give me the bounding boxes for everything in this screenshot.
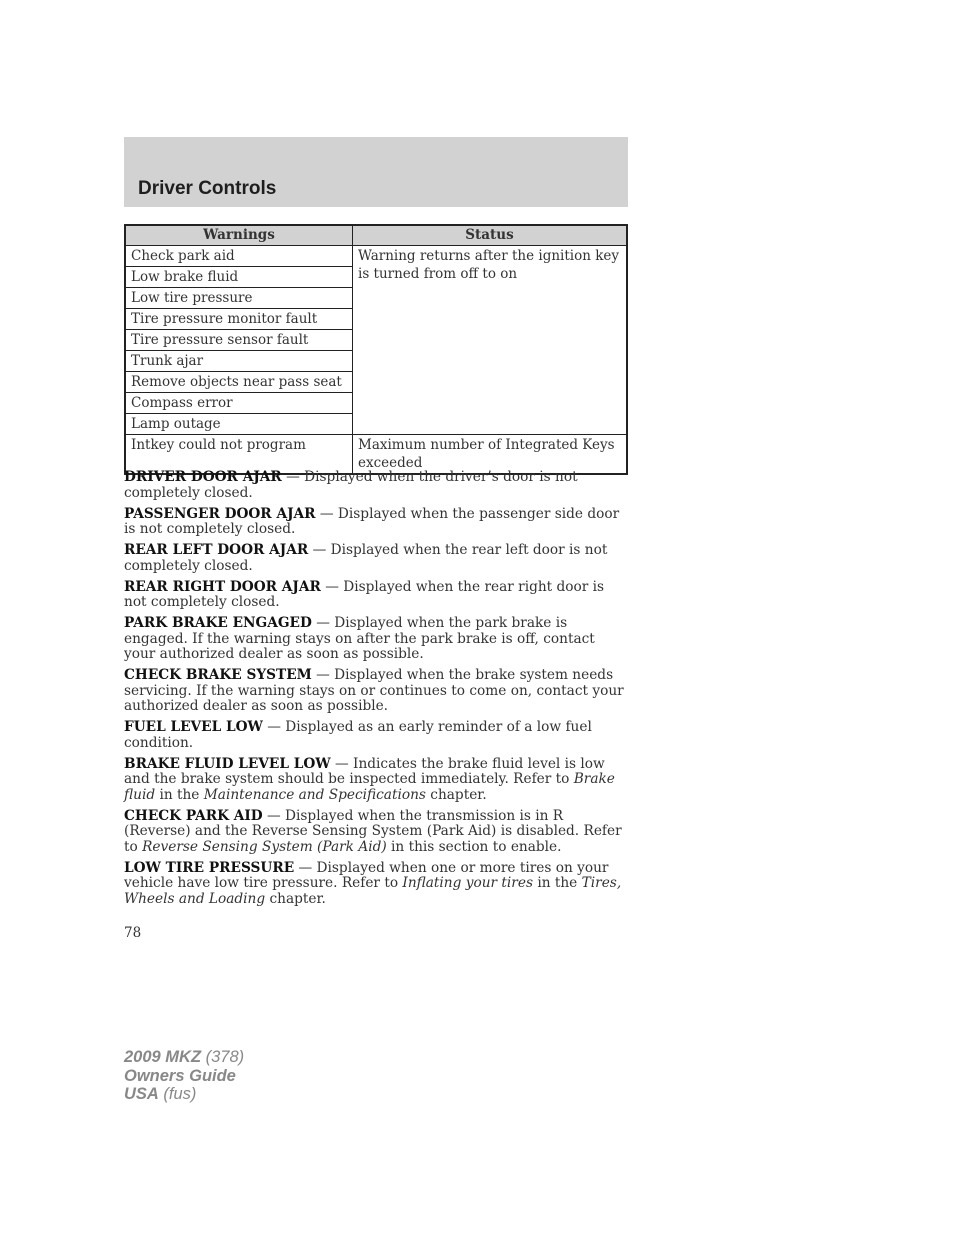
entry-term: CHECK PARK AID: [124, 807, 263, 824]
document-footer: [124, 1048, 244, 1104]
entry-reference: Inflating your tires: [402, 875, 533, 891]
entry-term: LOW TIRE PRESSURE: [124, 859, 295, 876]
entry-text: — Displayed when the brake system needs servicing. If the warning stays on or continues to come on, contact your authorized dealer as soon as possible.: [124, 667, 624, 714]
table-row: [125, 246, 627, 267]
entry-term: BRAKE FLUID LEVEL LOW: [124, 755, 331, 772]
warnings-table: [124, 224, 628, 475]
entry-text: — Displayed when one or more tires on your vehicle have low tire pressure. Refer to: [124, 859, 609, 891]
entry-text: — Displayed when the passenger side door is not completely closed.: [124, 505, 620, 537]
entry-text: in the: [155, 786, 204, 803]
col-warnings: Warnings: [125, 225, 353, 246]
entry-text: — Displayed when the driver’s door is not completely closed.: [124, 469, 578, 501]
entry-text: — Displayed when the rear left door is not completely closed.: [124, 542, 608, 574]
warning-cell: Low brake fluid: [125, 267, 353, 288]
warning-cell: Low tire pressure: [125, 288, 353, 309]
entry-text: — Displayed when the park brake is engaged. If the warning stays on after the park brake is off, contact your authorized dealer as soon as possible.: [124, 615, 595, 662]
entry-brake-fluid-level-low: [124, 757, 628, 804]
warning-cell: Compass error: [125, 393, 353, 414]
entry-text: in this section to enable.: [386, 838, 562, 855]
entry-text: — Displayed when the rear right door is not completely closed.: [124, 578, 605, 610]
entry-term: REAR LEFT DOOR AJAR: [124, 542, 309, 558]
table-header-row: [125, 225, 627, 246]
entry-driver-door-ajar: [124, 470, 628, 501]
entry-term: REAR RIGHT DOOR AJAR: [124, 578, 321, 595]
warning-cell: Remove objects near pass seat: [125, 372, 353, 393]
entry-park-brake-engaged: [124, 616, 628, 663]
entry-low-tire-pressure: [124, 861, 628, 908]
entry-term: PASSENGER DOOR AJAR: [124, 505, 316, 522]
entry-reference: Brake fluid: [124, 771, 615, 803]
entry-text: chapter.: [265, 890, 326, 907]
entry-check-brake-system: [124, 668, 628, 715]
footer-market-line: [124, 1085, 244, 1104]
footer-market-code: (fus): [158, 1085, 197, 1103]
entry-reference: Reverse Sensing System (Park Aid): [142, 838, 387, 855]
entry-reference: Maintenance and Specifications: [203, 786, 426, 803]
entry-text: chapter.: [425, 786, 487, 803]
entry-check-park-aid: [124, 809, 628, 856]
warning-cell: Check park aid: [125, 246, 353, 267]
entry-rear-right-door-ajar: [124, 580, 628, 611]
entry-term: DRIVER DOOR AJAR: [124, 469, 282, 485]
footer-guide-line: Owners Guide: [124, 1066, 236, 1085]
footer-market: USA: [124, 1085, 159, 1103]
footer-model-code: (378): [201, 1048, 245, 1066]
entry-term: CHECK BRAKE SYSTEM: [124, 667, 312, 683]
entry-text: — Displayed as an early reminder of a low fuel condition.: [124, 719, 592, 751]
entry-text: — Indicates the brake fluid level is low and the brake system should be inspected immediately. Refer to: [124, 755, 605, 787]
warning-cell: Intkey could not program: [125, 435, 353, 475]
status-cell: Warning returns after the ignition key is turned from off to on: [353, 246, 628, 435]
warning-cell: Lamp outage: [125, 414, 353, 435]
entry-text: in the: [532, 875, 582, 891]
footer-model: 2009 MKZ: [124, 1048, 202, 1066]
warning-cell: Trunk ajar: [125, 351, 353, 372]
entry-rear-left-door-ajar: [124, 543, 628, 574]
entry-reference: Tires, Wheels and Loading: [124, 875, 622, 907]
warning-cell: Tire pressure monitor fault: [125, 309, 353, 330]
col-status: Status: [353, 225, 628, 246]
status-cell: Maximum number of Integrated Keys exceeded: [353, 435, 628, 475]
page-number: 78: [124, 925, 142, 941]
warning-cell: Tire pressure sensor fault: [125, 330, 353, 351]
entry-passenger-door-ajar: [124, 507, 628, 538]
entry-fuel-level-low: [124, 720, 628, 751]
footer-model-line: [124, 1048, 244, 1067]
entry-term: PARK BRAKE ENGAGED: [124, 615, 312, 631]
entry-term: FUEL LEVEL LOW: [124, 719, 263, 735]
section-title: Driver Controls: [138, 178, 277, 199]
entry-text: — Displayed when the transmission is in R (Reverse) and the Reverse Sensing System (Park Aid) is disabled. Refer to: [124, 807, 622, 855]
message-descriptions: [124, 470, 628, 913]
